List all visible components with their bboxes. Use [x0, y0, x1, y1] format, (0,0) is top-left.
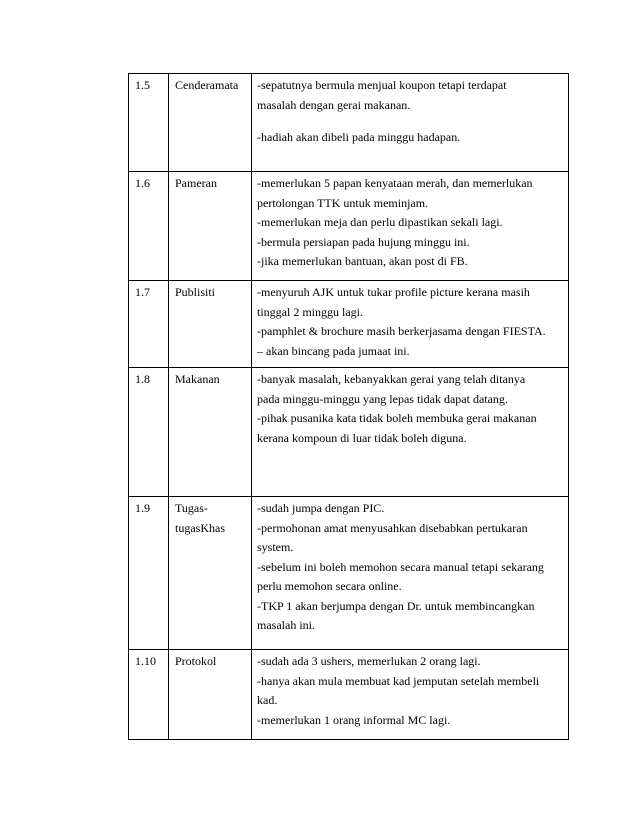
note-line: -hadiah akan dibeli pada minggu hadapan.: [257, 130, 461, 144]
note-line: system.: [257, 540, 294, 554]
note-line: -sudah jumpa dengan PIC.: [257, 501, 385, 515]
item-notes: [252, 368, 569, 497]
item-notes: [252, 497, 569, 650]
note-line: -sepatutnya bermula menjual koupon tetapi terdapat: [257, 78, 507, 92]
topic-line: Cenderamata: [175, 78, 239, 92]
note-line: – akan bincang pada jumaat ini.: [257, 343, 410, 358]
note-line: -menyuruh AJK untuk tukar profile picture kerana masih: [257, 285, 530, 299]
minutes-table: [128, 73, 569, 740]
note-line: pada minggu-minggu yang lepas tidak dapat datang.: [257, 391, 508, 406]
item-topic: [169, 281, 252, 368]
item-notes: [252, 172, 569, 281]
item-number: 1.9: [129, 497, 169, 650]
note-line: masalah dengan gerai makanan.: [257, 97, 411, 112]
note-line: -hanya akan mula membuat kad jemputan setelah membeli: [257, 673, 540, 688]
table-row: [129, 650, 569, 740]
topic-line: Publisiti: [175, 285, 216, 299]
topic-line: Pameran: [175, 176, 217, 190]
item-number: 1.7: [129, 281, 169, 368]
item-topic: [169, 497, 252, 650]
note-line: -TKP 1 akan berjumpa dengan Dr. untuk membincangkan: [257, 598, 535, 613]
note-line: -memerlukan 5 papan kenyataan merah, dan memerlukan: [257, 176, 533, 190]
item-number: 1.10: [129, 650, 169, 740]
topic-line: Protokol: [175, 654, 217, 668]
item-number: 1.5: [129, 74, 169, 172]
item-number: 1.6: [129, 172, 169, 281]
table-row: [129, 497, 569, 650]
note-line: -sebelum ini boleh memohon secara manual tetapi sekarang: [257, 559, 544, 574]
note-line: -bermula persiapan pada hujung minggu ini.: [257, 234, 470, 249]
table-row: [129, 74, 569, 172]
note-line: -banyak masalah, kebanyakkan gerai yang telah ditanya: [257, 372, 526, 386]
item-notes: [252, 74, 569, 172]
item-topic: [169, 74, 252, 172]
note-line: -pihak pusanika kata tidak boleh membuka gerai makanan: [257, 411, 537, 425]
note-line: -memerlukan 1 orang informal MC lagi.: [257, 712, 451, 727]
note-line: kad.: [257, 693, 278, 707]
item-number: 1.8: [129, 368, 169, 497]
note-line: pertolongan TTK untuk meminjam.: [257, 195, 429, 210]
topic-line: Tugas-: [175, 501, 208, 515]
note-line: -pamphlet & brochure masih berkerjasama dengan FIESTA.: [257, 324, 546, 338]
note-line: masalah ini.: [257, 618, 315, 632]
item-topic: [169, 368, 252, 497]
note-line: kerana kompoun di luar tidak boleh diguna.: [257, 430, 467, 445]
note-line: -jika memerlukan bantuan, akan post di FB.: [257, 254, 468, 268]
item-notes: [252, 281, 569, 368]
item-topic: [169, 650, 252, 740]
note-line: -sudah ada 3 ushers, memerlukan 2 orang lagi.: [257, 654, 481, 668]
note-line: -permohonan amat menyusahkan disebabkan pertukaran: [257, 520, 528, 535]
item-notes: [252, 650, 569, 740]
table-row: [129, 172, 569, 281]
topic-line: tugasKhas: [175, 520, 225, 535]
topic-line: Makanan: [175, 372, 220, 386]
note-line: -memerlukan meja dan perlu dipastikan sekali lagi.: [257, 215, 503, 229]
note-line: perlu memohon secara online.: [257, 579, 402, 593]
note-spacer: [257, 116, 563, 129]
item-topic: [169, 172, 252, 281]
table-row: [129, 368, 569, 497]
note-line: tinggal 2 minggu lagi.: [257, 304, 363, 319]
table-row: [129, 281, 569, 368]
